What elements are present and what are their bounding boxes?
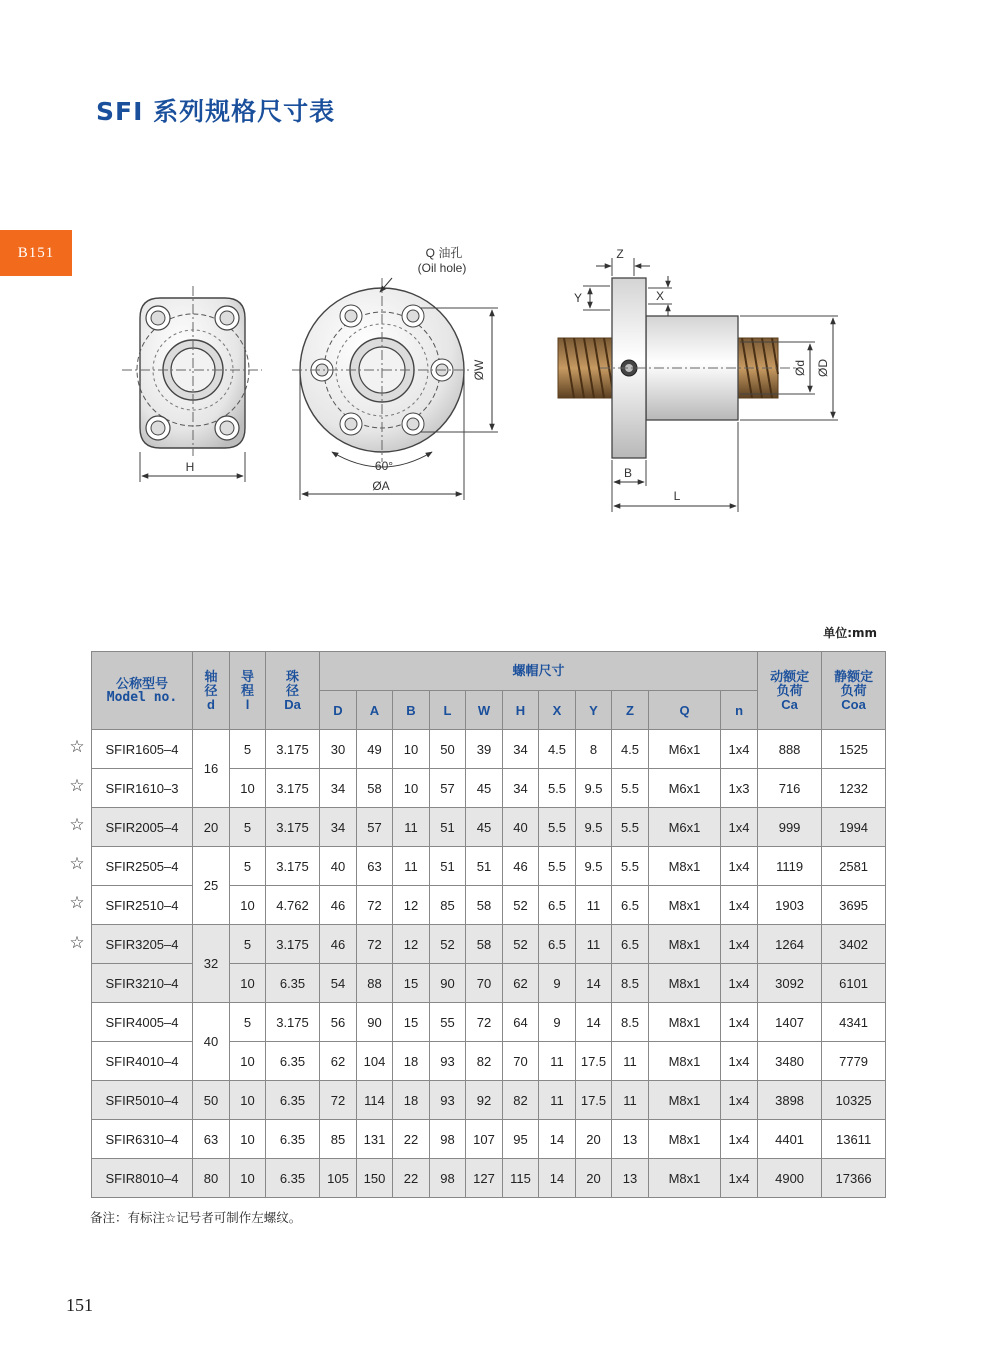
a-cell: 58 [357,769,393,808]
l-cell: 50 [430,730,466,769]
page-title: SFI 系列规格尺寸表 [96,97,336,126]
coa-cell: 17366 [822,1159,886,1198]
w-cell: 58 [466,925,503,964]
z-cell: 5.5 [612,769,649,808]
table-row [92,1081,886,1120]
z-cell: 4.5 [612,730,649,769]
w-cell: 82 [466,1042,503,1081]
q-cell: M8x1 [649,1159,721,1198]
coa-cell: 3402 [822,925,886,964]
d-cell: 105 [320,1159,357,1198]
lead-cell: 10 [230,886,266,925]
n-cell: 1x4 [721,1120,758,1159]
coa-cell: 2581 [822,847,886,886]
coa-cell: 6101 [822,964,886,1003]
z-cell: 5.5 [612,808,649,847]
h-cell: 62 [503,964,539,1003]
y-cell: 9.5 [576,769,612,808]
header-w: W [466,691,503,730]
q-cell: M8x1 [649,1120,721,1159]
model-cell: SFIR3210–4 [92,964,193,1003]
y-cell: 20 [576,1120,612,1159]
star-icon: ☆ [69,776,85,796]
y-cell: 20 [576,1159,612,1198]
header-l: L [430,691,466,730]
shaft-diameter-cell: 32 [193,925,230,1003]
coa-cell: 7779 [822,1042,886,1081]
flange-front-view [122,286,262,482]
n-cell: 1x4 [721,964,758,1003]
lead-cell: 10 [230,1042,266,1081]
h-cell: 34 [503,730,539,769]
lead-cell: 10 [230,1159,266,1198]
table-row [92,1120,886,1159]
a-cell: 63 [357,847,393,886]
header-lead: 导 程 l [230,652,266,730]
header-static-load: 静额定 负荷 Coa [822,652,886,730]
ball-diameter-cell: 4.762 [266,886,320,925]
x-cell: 11 [539,1081,576,1120]
ball-diameter-cell: 6.35 [266,1120,320,1159]
q-cell: M8x1 [649,1081,721,1120]
l-cell: 98 [430,1120,466,1159]
q-cell: M8x1 [649,925,721,964]
coa-cell: 1994 [822,808,886,847]
x-cell: 4.5 [539,730,576,769]
ball-diameter-cell: 3.175 [266,769,320,808]
d-cell: 62 [320,1042,357,1081]
shaft-diameter-cell: 40 [193,1003,230,1081]
ca-cell: 888 [758,730,822,769]
header-a: A [357,691,393,730]
z-cell: 11 [612,1081,649,1120]
b-cell: 12 [393,886,430,925]
header-d: D [320,691,357,730]
model-cell: SFIR4005–4 [92,1003,193,1042]
q-cell: M6x1 [649,769,721,808]
shaft-diameter-cell: 16 [193,730,230,808]
a-cell: 72 [357,925,393,964]
ball-diameter-cell: 3.175 [266,847,320,886]
d-cell: 46 [320,925,357,964]
x-cell: 5.5 [539,769,576,808]
star-icon: ☆ [69,932,85,952]
model-cell: SFIR4010–4 [92,1042,193,1081]
n-cell: 1x4 [721,808,758,847]
l-cell: 98 [430,1159,466,1198]
model-cell: SFIR5010–4 [92,1081,193,1120]
ball-diameter-cell: 6.35 [266,1159,320,1198]
shaft-diameter-cell: 50 [193,1081,230,1120]
w-cell: 45 [466,769,503,808]
oil-hole-label: Q 油孔 [425,246,463,260]
dim-x-label: X [655,289,665,303]
coa-cell: 10325 [822,1081,886,1120]
ca-cell: 999 [758,808,822,847]
model-cell: SFIR8010–4 [92,1159,193,1198]
star-icon: ☆ [69,893,85,913]
model-cell: SFIR2510–4 [92,886,193,925]
d-cell: 72 [320,1081,357,1120]
round-flange-view [292,278,498,500]
a-cell: 88 [357,964,393,1003]
x-cell: 11 [539,1042,576,1081]
table-row [92,730,886,769]
ca-cell: 4401 [758,1120,822,1159]
header-dynamic-load: 动额定 负荷 Ca [758,652,822,730]
z-cell: 6.5 [612,886,649,925]
h-cell: 40 [503,808,539,847]
ball-diameter-cell: 3.175 [266,730,320,769]
d-cell: 34 [320,769,357,808]
a-cell: 90 [357,1003,393,1042]
z-cell: 13 [612,1159,649,1198]
x-cell: 14 [539,1159,576,1198]
n-cell: 1x4 [721,925,758,964]
dim-l-label: L [673,489,681,503]
y-cell: 9.5 [576,808,612,847]
d-cell: 46 [320,886,357,925]
w-cell: 51 [466,847,503,886]
b-cell: 22 [393,1159,430,1198]
lead-cell: 10 [230,964,266,1003]
coa-cell: 4341 [822,1003,886,1042]
w-cell: 39 [466,730,503,769]
header-model: 公称型号 Model no. [92,652,193,730]
y-cell: 17.5 [576,1081,612,1120]
z-cell: 11 [612,1042,649,1081]
a-cell: 49 [357,730,393,769]
page-tab: B151 [0,230,72,276]
h-cell: 64 [503,1003,539,1042]
table-row [92,1159,886,1198]
ball-diameter-cell: 3.175 [266,1003,320,1042]
model-cell: SFIR1605–4 [92,730,193,769]
n-cell: 1x4 [721,1159,758,1198]
y-cell: 17.5 [576,1042,612,1081]
w-cell: 72 [466,1003,503,1042]
table-row [92,1003,886,1042]
n-cell: 1x3 [721,769,758,808]
z-cell: 6.5 [612,925,649,964]
l-cell: 52 [430,925,466,964]
dim-d-label: Ød [793,359,807,377]
b-cell: 10 [393,730,430,769]
ball-diameter-cell: 6.35 [266,1081,320,1120]
header-b: B [393,691,430,730]
page-number: 151 [66,1295,93,1315]
footnote: 备注：有标注☆记号者可制作左螺纹。 [90,1211,302,1225]
w-cell: 107 [466,1120,503,1159]
coa-cell: 1525 [822,730,886,769]
w-cell: 58 [466,886,503,925]
shaft-diameter-cell: 25 [193,847,230,925]
h-cell: 115 [503,1159,539,1198]
a-cell: 104 [357,1042,393,1081]
n-cell: 1x4 [721,1081,758,1120]
w-cell: 127 [466,1159,503,1198]
dim-od-label: ØD [816,359,830,377]
header-z: Z [612,691,649,730]
l-cell: 51 [430,847,466,886]
n-cell: 1x4 [721,1042,758,1081]
z-cell: 13 [612,1120,649,1159]
z-cell: 5.5 [612,847,649,886]
unit-label: 单位:mm [823,626,877,640]
a-cell: 114 [357,1081,393,1120]
header-y: Y [576,691,612,730]
b-cell: 18 [393,1081,430,1120]
y-cell: 11 [576,886,612,925]
lead-cell: 10 [230,1120,266,1159]
ca-cell: 3092 [758,964,822,1003]
y-cell: 14 [576,964,612,1003]
d-cell: 34 [320,808,357,847]
x-cell: 9 [539,1003,576,1042]
lead-cell: 5 [230,808,266,847]
l-cell: 90 [430,964,466,1003]
angle-label: 60° [374,459,394,473]
header-nut-dimensions: 螺帽尺寸 [320,652,758,691]
w-cell: 92 [466,1081,503,1120]
lead-cell: 5 [230,1003,266,1042]
technical-drawing [0,230,1000,530]
y-cell: 8 [576,730,612,769]
z-cell: 8.5 [612,1003,649,1042]
ca-cell: 3898 [758,1081,822,1120]
b-cell: 10 [393,769,430,808]
h-cell: 82 [503,1081,539,1120]
d-cell: 30 [320,730,357,769]
y-cell: 9.5 [576,847,612,886]
ca-cell: 1119 [758,847,822,886]
model-cell: SFIR6310–4 [92,1120,193,1159]
model-cell: SFIR2505–4 [92,847,193,886]
ball-diameter-cell: 3.175 [266,925,320,964]
ball-diameter-cell: 6.35 [266,1042,320,1081]
table-row [92,808,886,847]
model-cell: SFIR3205–4 [92,925,193,964]
y-cell: 11 [576,925,612,964]
b-cell: 22 [393,1120,430,1159]
lead-cell: 5 [230,847,266,886]
d-cell: 54 [320,964,357,1003]
d-cell: 40 [320,847,357,886]
star-icon: ☆ [69,737,85,756]
spec-table [91,651,886,1198]
b-cell: 15 [393,964,430,1003]
table-row [92,925,886,964]
spec-table-body [92,730,886,1198]
lead-cell: 10 [230,769,266,808]
d-cell: 85 [320,1120,357,1159]
b-cell: 12 [393,925,430,964]
header-shaft-diameter: 轴 径 d [193,652,230,730]
l-cell: 51 [430,808,466,847]
b-cell: 11 [393,808,430,847]
a-cell: 72 [357,886,393,925]
n-cell: 1x4 [721,886,758,925]
d-cell: 56 [320,1003,357,1042]
l-cell: 55 [430,1003,466,1042]
n-cell: 1x4 [721,847,758,886]
q-cell: M8x1 [649,847,721,886]
x-cell: 5.5 [539,847,576,886]
dim-z-label: Z [616,247,624,261]
z-cell: 8.5 [612,964,649,1003]
lead-cell: 5 [230,730,266,769]
x-cell: 5.5 [539,808,576,847]
coa-cell: 13611 [822,1120,886,1159]
star-icon: ☆ [69,854,85,874]
x-cell: 14 [539,1120,576,1159]
dim-b-label: B [623,466,633,480]
b-cell: 15 [393,1003,430,1042]
q-cell: M6x1 [649,808,721,847]
b-cell: 11 [393,847,430,886]
star-icon: ☆ [69,815,85,835]
x-cell: 6.5 [539,925,576,964]
h-cell: 46 [503,847,539,886]
n-cell: 1x4 [721,1003,758,1042]
ca-cell: 3480 [758,1042,822,1081]
ca-cell: 1264 [758,925,822,964]
lead-cell: 5 [230,925,266,964]
w-cell: 45 [466,808,503,847]
header-h: H [503,691,539,730]
shaft-diameter-cell: 80 [193,1159,230,1198]
x-cell: 6.5 [539,886,576,925]
side-view [558,258,838,512]
ca-cell: 716 [758,769,822,808]
lead-cell: 10 [230,1081,266,1120]
model-cell: SFIR1610–3 [92,769,193,808]
h-cell: 34 [503,769,539,808]
h-cell: 52 [503,886,539,925]
x-cell: 9 [539,964,576,1003]
h-cell: 95 [503,1120,539,1159]
oil-hole-en-label: (Oil hole) [417,261,467,275]
h-cell: 70 [503,1042,539,1081]
ball-diameter-cell: 3.175 [266,808,320,847]
dim-h-label: H [185,460,195,474]
l-cell: 57 [430,769,466,808]
ca-cell: 1407 [758,1003,822,1042]
q-cell: M6x1 [649,730,721,769]
table-row [92,847,886,886]
dim-y-label: Y [573,291,583,305]
q-cell: M8x1 [649,1003,721,1042]
l-cell: 93 [430,1081,466,1120]
q-cell: M8x1 [649,964,721,1003]
q-cell: M8x1 [649,886,721,925]
header-q: Q [649,691,721,730]
l-cell: 85 [430,886,466,925]
w-cell: 70 [466,964,503,1003]
header-x: X [539,691,576,730]
ca-cell: 1903 [758,886,822,925]
header-n: n [721,691,758,730]
a-cell: 57 [357,808,393,847]
q-cell: M8x1 [649,1042,721,1081]
coa-cell: 3695 [822,886,886,925]
b-cell: 18 [393,1042,430,1081]
n-cell: 1x4 [721,730,758,769]
ball-diameter-cell: 6.35 [266,964,320,1003]
a-cell: 150 [357,1159,393,1198]
coa-cell: 1232 [822,769,886,808]
model-cell: SFIR2005–4 [92,808,193,847]
l-cell: 93 [430,1042,466,1081]
shaft-diameter-cell: 20 [193,808,230,847]
h-cell: 52 [503,925,539,964]
dim-w-label: ØW [472,359,486,381]
dim-a-label: ØA [372,479,390,493]
ca-cell: 4900 [758,1159,822,1198]
header-ball-diameter: 珠 径 Da [266,652,320,730]
y-cell: 14 [576,1003,612,1042]
shaft-diameter-cell: 63 [193,1120,230,1159]
a-cell: 131 [357,1120,393,1159]
